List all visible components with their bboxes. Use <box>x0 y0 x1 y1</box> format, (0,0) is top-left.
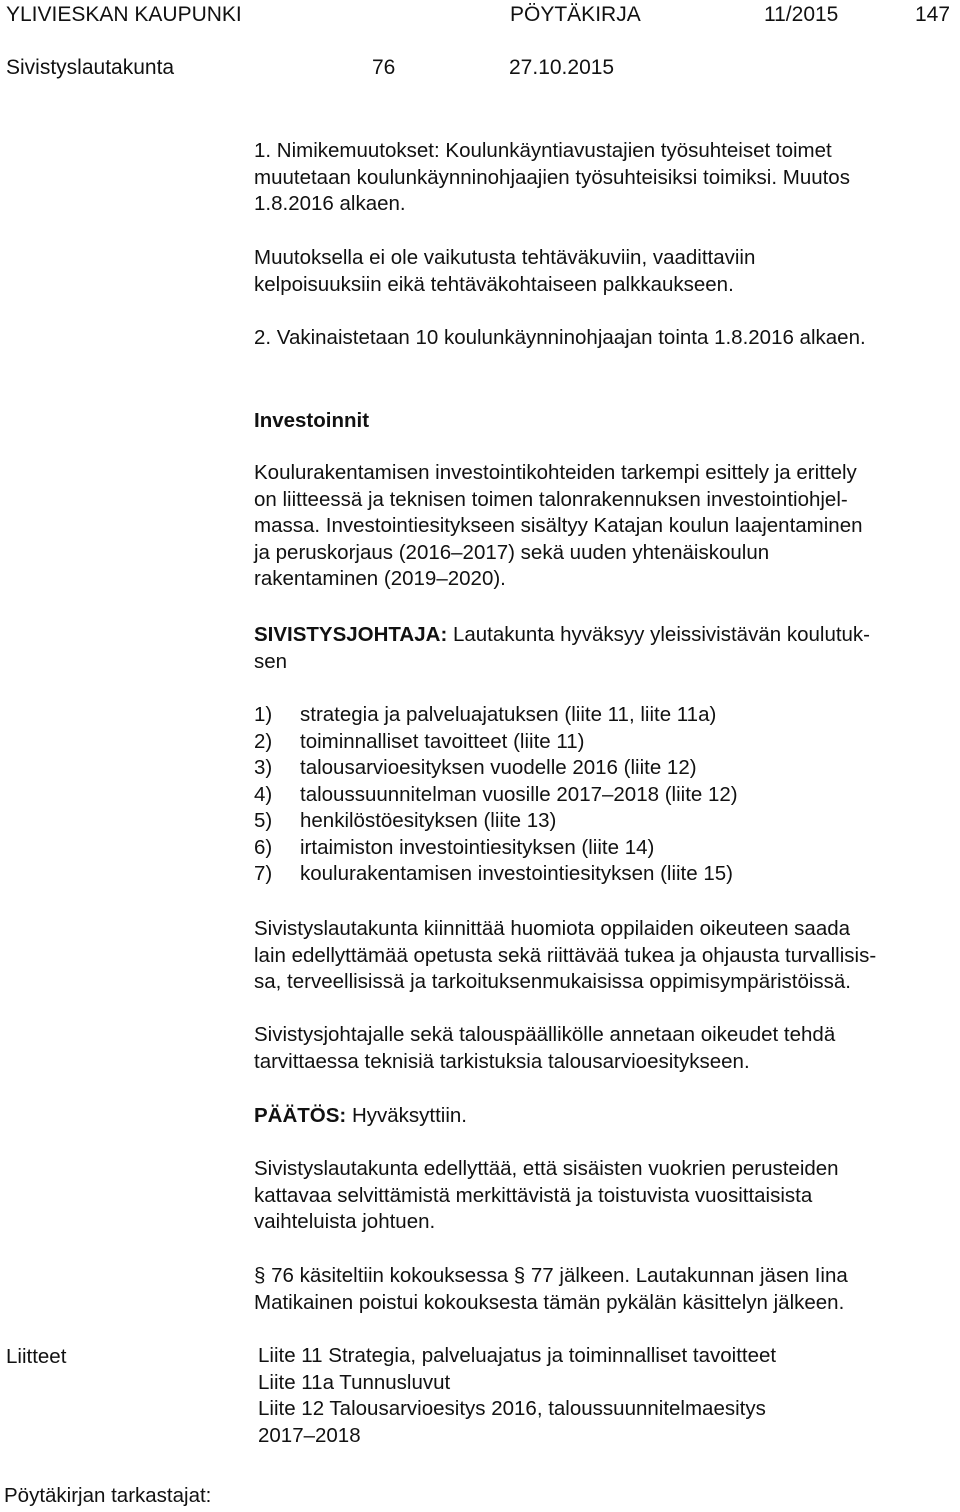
attachments-label: Liitteet <box>6 1345 67 1368</box>
list-item <box>254 861 738 888</box>
list-number: 4) <box>254 782 273 806</box>
text-line: 1.8.2016 alkaen. <box>254 192 406 215</box>
text-line: Sivistyslautakunta edellyttää, että sisäisten vuokrien perusteiden <box>254 1157 839 1180</box>
text-line: Matikainen poistui kokouksesta tämän pykälän käsittelyn jälkeen. <box>254 1290 845 1314</box>
meeting-date: 27.10.2015 <box>509 56 615 79</box>
list-text: henkilöstöesityksen (liite 13) <box>300 809 557 832</box>
minutes-checkers-label: Pöytäkirjan tarkastajat: <box>4 1484 212 1507</box>
list-item <box>254 702 738 729</box>
attachments-list <box>258 1343 776 1449</box>
heading-text: Investoinnit <box>254 409 370 432</box>
list-item <box>254 755 738 782</box>
section-number: 76 <box>372 56 396 79</box>
proposal-label: SIVISTYSJOHTAJA: <box>254 623 448 646</box>
text-line: tarvittaessa teknisiä tarkistuksia talousarvioesitykseen. <box>254 1049 750 1073</box>
attachment-item: Liite 12 Talousarvioesitys 2016, taloussuunnitelmaesitys <box>258 1397 766 1420</box>
list-text: toiminnalliset tavoitteet (liite 11) <box>300 729 585 753</box>
list-text: irtaimiston investointiesityksen (liite 14) <box>300 835 655 859</box>
list-item <box>254 729 738 756</box>
text-line: massa. Investointiesitykseen sisältyy Katajan koulun laajentaminen <box>254 514 863 537</box>
text-line: muutetaan koulunkäynninohjaajien työsuhteisiksi toimiksi. Muutos <box>254 165 850 189</box>
organization-name: YLIVIESKAN KAUPUNKI <box>6 3 242 26</box>
list-number: 5) <box>254 809 273 832</box>
item-1-paragraph <box>254 138 850 218</box>
board-name: Sivistyslautakunta <box>6 56 175 79</box>
item-2-paragraph <box>254 325 866 352</box>
requires-paragraph <box>254 1156 839 1236</box>
list-text: strategia ja palveluajatuksen (liite 11, liite 11a) <box>300 703 717 726</box>
text-line: vaihteluista johtuen. <box>254 1210 436 1233</box>
document-type: PÖYTÄKIRJA <box>510 3 641 26</box>
text-line: Sivistysjohtajalle sekä talouspäällikölle annetaan oikeudet tehdä <box>254 1023 836 1046</box>
list-number: 3) <box>254 756 273 779</box>
list-item <box>254 835 738 862</box>
text-line: Muutoksella ei ole vaikutusta tehtäväkuviin, vaadittaviin <box>254 246 756 269</box>
text-line: rakentaminen (2019‒2020). <box>254 567 506 590</box>
decision-paragraph <box>254 1103 467 1130</box>
list-number: 6) <box>254 835 273 859</box>
text-line: 2. Vakinaistetaan 10 koulunkäynninohjaajan tointa 1.8.2016 alkaen. <box>254 326 866 349</box>
text-line: kattavaa selvittämistä merkittävistä ja toistuvista vuosittaisista <box>254 1183 813 1207</box>
list-text: talousarvioesityksen vuodelle 2016 (liite 12) <box>300 756 697 779</box>
list-text: koulurakentamisen investointiesityksen (liite 15) <box>300 862 733 885</box>
proposal-list <box>254 702 738 888</box>
attachment-item: Liite 11a Tunnusluvut <box>258 1370 451 1394</box>
list-number: 2) <box>254 729 273 753</box>
text-line: lain edellyttämää opetusta sekä riittävää tukea ja ohjausta turvallisis- <box>254 943 877 967</box>
proposal-text: Lautakunta hyväksyy yleissivistävän koulutuk- <box>447 623 871 646</box>
proposal-paragraph <box>254 622 870 675</box>
issue-number: 11/2015 <box>764 3 839 26</box>
list-item <box>254 782 738 809</box>
list-number: 1) <box>254 703 273 726</box>
attachment-item: Liite 11 Strategia, palveluajatus ja toiminnalliset tavoitteet <box>258 1344 777 1367</box>
page-number: 147 <box>915 3 951 26</box>
text-line: Sivistyslautakunta kiinnittää huomiota oppilaiden oikeuteen saada <box>254 917 851 940</box>
rights-paragraph <box>254 1022 835 1075</box>
investments-heading <box>254 408 369 435</box>
proposal-text-continued: sen <box>254 649 288 673</box>
attention-paragraph <box>254 916 876 996</box>
text-line: 1. Nimikemuutokset: Koulunkäyntiavustajien työsuhteiset toimet <box>254 139 832 162</box>
order-paragraph <box>254 1263 848 1316</box>
effect-paragraph <box>254 245 755 298</box>
decision-text: Hyväksyttiin. <box>346 1104 467 1127</box>
attachment-item: 2017‒2018 <box>258 1423 361 1447</box>
list-item <box>254 808 738 835</box>
text-line: § 76 käsiteltiin kokouksessa § 77 jälkeen. Lautakunnan jäsen Iina <box>254 1264 848 1287</box>
list-text: taloussuunnitelman vuosille 2017‒2018 (liite 12) <box>300 782 738 806</box>
list-number: 7) <box>254 862 273 885</box>
text-line: kelpoisuuksiin eikä tehtäväkohtaiseen palkkaukseen. <box>254 272 734 296</box>
text-line: ja peruskorjaus (2016‒2017) sekä uuden yhtenäiskoulun <box>254 540 770 564</box>
text-line: on liitteessä ja teknisen toimen talonrakennuksen investointiohjel- <box>254 487 848 511</box>
investments-paragraph <box>254 460 863 593</box>
text-line: Koulurakentamisen investointikohteiden tarkempi esittely ja erittely <box>254 461 857 484</box>
text-line: sa, terveellisissä ja tarkoituksenmukaisissa oppimisympäristöissä. <box>254 970 851 993</box>
decision-label: PÄÄTÖS: <box>254 1104 347 1127</box>
